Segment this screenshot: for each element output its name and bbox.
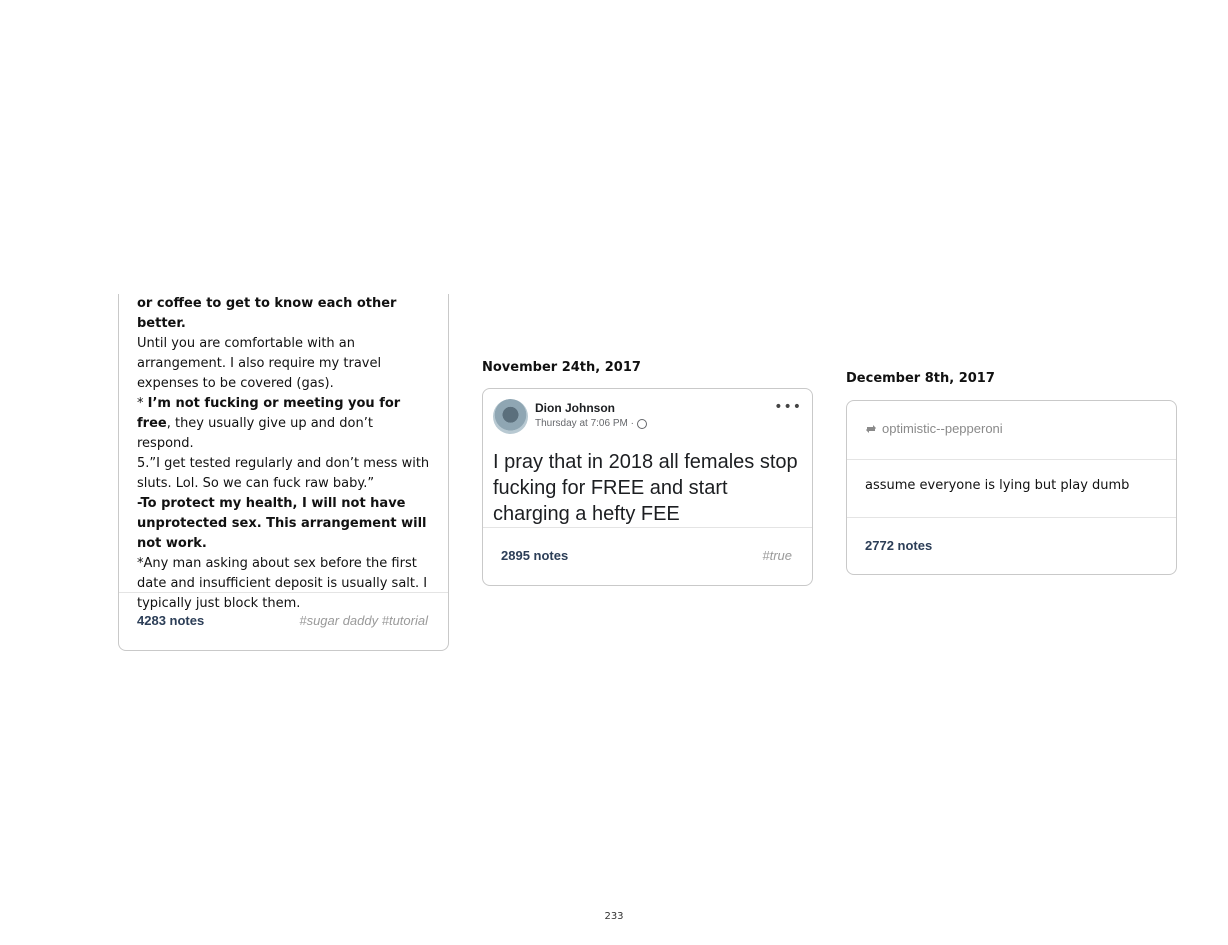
notes-count[interactable]: 2895 notes: [501, 548, 569, 563]
post-text: assume everyone is lying but play dumb: [865, 478, 1130, 493]
notes-count[interactable]: 2772 notes: [865, 538, 933, 553]
reblog-icon: [865, 424, 877, 434]
right-post-card: [846, 400, 1177, 575]
post-line-bold: I’m not fucking or meeting you for free: [137, 396, 401, 431]
post-footer: [483, 527, 812, 586]
middle-post-card: [482, 388, 813, 586]
reblog-header[interactable]: [865, 421, 1003, 436]
post-date: December 8th, 2017: [846, 371, 995, 386]
post-line: *Any man asking about sex before the first date and insufficient deposit is usually salt. I typically just block them.: [137, 556, 428, 611]
divider: [847, 459, 1176, 460]
page-number: 233: [604, 911, 624, 922]
post-tags[interactable]: #true: [762, 548, 792, 563]
post-line: 5.”I get tested regularly and don’t mess with sluts. Lol. So we can fuck raw baby.”: [137, 456, 430, 491]
left-post-card: [118, 294, 449, 651]
status-text: I pray that in 2018 all females stop fucking for FREE and start charging a hefty FEE: [493, 451, 798, 525]
divider: [847, 517, 1176, 518]
post-time: [535, 418, 647, 429]
post-time-text: Thursday at 7:06 PM ·: [535, 418, 634, 429]
post-line-prefix: *: [137, 396, 148, 411]
more-options-icon[interactable]: •••: [774, 399, 802, 415]
reblog-username[interactable]: optimistic--pepperoni: [882, 421, 1003, 436]
notes-count[interactable]: 4283 notes: [137, 613, 205, 628]
author-name[interactable]: Dion Johnson: [535, 401, 615, 415]
globe-icon: [637, 419, 647, 429]
avatar[interactable]: [493, 399, 528, 434]
post-line: Until you are comfortable with an arrangement. I also require my travel expenses to be covered (gas).: [137, 336, 382, 391]
post-tags[interactable]: #sugar daddy #tutorial: [299, 613, 428, 628]
post-line: , they usually give up and don’t respond.: [137, 416, 373, 451]
post-line-bold: or coffee to get to know each other better.: [137, 296, 397, 331]
post-date: November 24th, 2017: [482, 360, 641, 375]
post-line-bold: -To protect my health, I will not have unprotected sex. This arrangement will not work.: [137, 496, 427, 551]
left-post-body: [119, 294, 448, 614]
post-footer: [119, 592, 448, 651]
